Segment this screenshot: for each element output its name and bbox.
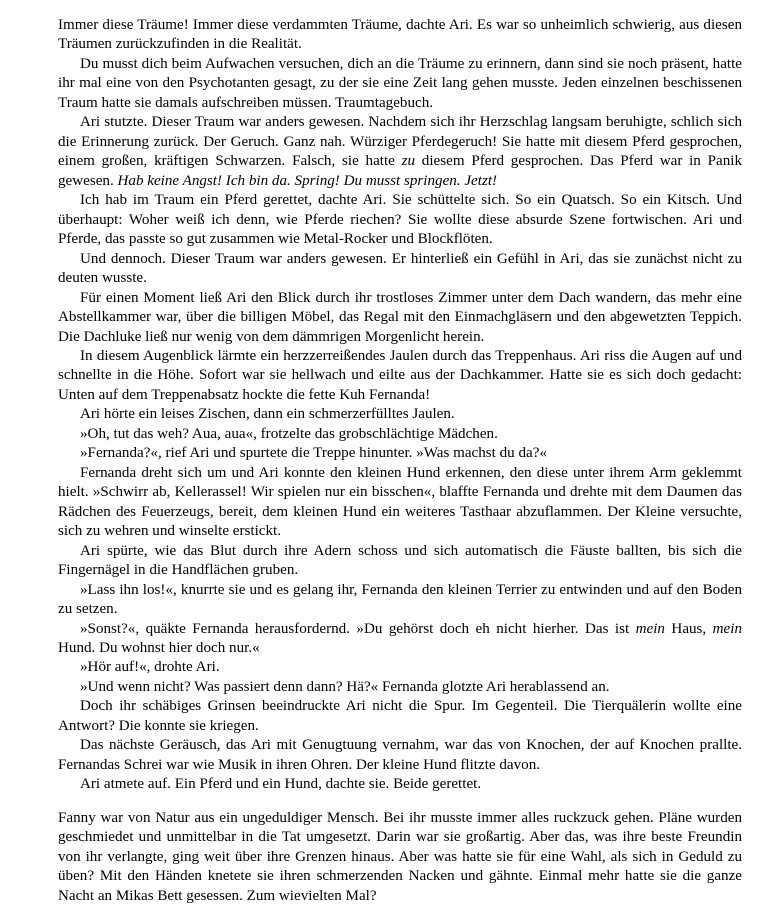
section-fanny	[58, 809, 742, 906]
text-run: Hund. Du wohnst hier doch nur.«	[58, 640, 260, 656]
text-run: Und dennoch. Dieser Traum war anders gewesen. Er hinterließ ein Gefühl in Ari, das sie zunächst nicht zu deuten wusste.	[58, 250, 742, 287]
text-run: In diesem Augenblick lärmte ein herzzerreißendes Jaulen durch das Treppenhaus. Ari riss die Augen auf und schnellte in die Höhe. Sofort war sie hellwach und eilte aus der Dachkammer. Hatte sie es sich doch gedacht: Unten auf dem Treppenabsatz hockte die fette Kuh Fernanda!	[58, 347, 742, 403]
paragraph	[58, 55, 742, 113]
paragraph	[58, 809, 742, 906]
text-run: Für einen Moment ließ Ari den Blick durch ihr trostloses Zimmer unter dem Dach wandern, das mehr eine Abstellkammer war, über die billigen Möbel, das Regal mit den Einmachgläsern und den abgewetzten Teppich. Die Dachluke ließ nur wenig von dem dämmrigen Morgenlicht herein.	[58, 289, 742, 345]
paragraph	[58, 444, 742, 463]
text-run: diesem Pferd gesprochen. Das Pferd war in Panik gewesen.	[58, 153, 742, 189]
paragraph	[58, 347, 742, 405]
text-run: Ari hörte ein leises Zischen, dann ein schmerzerfülltes Jaulen.	[80, 406, 455, 423]
paragraph	[58, 581, 742, 620]
text-run: »Lass ihn los!«, knurrte sie und es gelang ihr, Fernanda den kleinen Terrier zu entwinden und auf den Boden zu setzen.	[58, 581, 742, 618]
text-run: Fanny war von Natur aus ein ungeduldiger Mensch. Bei ihr musste immer alles ruckzuck gehen. Pläne wurden geschmiedet und unmittelbar in die Tat umgesetzt. Darin war sie großartig. Aber das, was ihre beste Freundin von ihr verlangte, ging weit über ihre Grenzen hinaus. Aber was hatte sie für eine Wahl, als sich in Geduld zu üben? Mit den Händen knetete sie ihren schmerzenden Nacken und gähnte. Einmal mehr hatte sie die ganze Nacht an Mikas Bett gesessen. Zum wievielten Mal?	[58, 809, 742, 904]
paragraph	[58, 697, 742, 736]
text-run: Ari spürte, wie das Blut durch ihre Adern schoss und sich automatisch die Fäuste ballten, bis sich die Fingernägel in die Handflächen gruben.	[58, 542, 742, 579]
emphasis-text: Hab keine Angst! Ich bin da. Spring! Du musst springen. Jetzt!	[117, 172, 498, 189]
paragraph	[58, 405, 742, 424]
text-run: Das nächste Geräusch, das Ari mit Genugtuung vernahm, war das von Knochen, der auf Knochen prallte. Fernandas Schrei war wie Musik in ihren Ohren. Der kleine Hund flitzte davon.	[58, 737, 742, 773]
paragraph	[58, 736, 742, 775]
paragraph	[58, 289, 742, 347]
paragraph	[58, 542, 742, 581]
text-run: »Sonst?«, quäkte Fernanda herausfordernd. »Du gehörst doch eh nicht hierher. Das ist	[80, 620, 636, 637]
text-run: Ich hab im Traum ein Pferd gerettet, dachte Ari. Sie schüttelte sich. So ein Quatsch. So ein Kitsch. Und überhaupt: Woher weiß ich denn, wie Pferde riechen? Sie wollte diese absurde Szene fortwischen. Ari und Pferde, das passte so gut zusammen wie Metal-Rocker und Blockflöten.	[58, 192, 742, 248]
paragraph	[58, 16, 742, 55]
text-run: »Oh, tut das weh? Aua, aua«, frotzelte das grobschlächtige Mädchen.	[80, 425, 498, 442]
text-run: Haus,	[664, 620, 713, 637]
text-run: Ari atmete auf. Ein Pferd und ein Hund, dachte sie. Beide gerettet.	[80, 776, 482, 793]
text-run: »Fernanda?«, rief Ari und spurtete die Treppe hinunter. »Was machst du da?«	[80, 445, 547, 462]
paragraph	[58, 250, 742, 289]
paragraph	[58, 191, 742, 249]
emphasis-text: mein	[635, 620, 665, 637]
text-run: »Und wenn nicht? Was passiert denn dann? Hä?« Fernanda glotzte Ari herablassend an.	[80, 678, 610, 695]
paragraph	[58, 464, 742, 542]
paragraph	[58, 425, 742, 444]
emphasis-text: zu	[401, 153, 416, 170]
text-run: Doch ihr schäbiges Grinsen beeindruckte Ari nicht die Spur. Im Gegenteil. Die Tierquälerin wollte eine Antwort? Die konnte sie kriegen.	[58, 698, 742, 734]
text-run: »Hör auf!«, drohte Ari.	[80, 659, 220, 676]
document-body	[58, 16, 742, 906]
paragraph	[58, 113, 742, 191]
section-ari	[58, 16, 742, 795]
paragraph	[58, 775, 742, 794]
text-run: Ari stutzte. Dieser Traum war anders gewesen. Nachdem sich ihr Herzschlag langsam beruhigte, schlich sich die Erinnerung zurück. Der Geruch. Ganz nah. Würziger Pferdegeruch! Sie hatte mit diesem Pferd gesprochen, einem großen, kräftigen Schwarzen. Falsch, sie hatte	[58, 114, 742, 170]
paragraph	[58, 620, 742, 659]
section-gap	[58, 795, 742, 809]
text-run: Fernanda dreht sich um und Ari konnte den kleinen Hund erkennen, den diese unter ihrem Arm geklemmt hielt. »Schwirr ab, Kellerassel! Wir spielen nur ein bisschen«, blaffte Fernanda und drehte mit dem Daumen das Rädchen des Feuerzeugs, bereit, dem kleinen Hund ein weiteres Tasthaar abzuflammen. Der Kleine versuchte, sich zu wehren und winselte erstickt.	[58, 464, 742, 540]
text-run: Du musst dich beim Aufwachen versuchen, dich an die Träume zu erinnern, dann sind sie noch präsent, hatte ihr mal eine von den Psychotanten gesagt, zu der sie eine Zeit lang gehen musste. Jeden einzelnen beschissenen Traum hatte sie damals aufschreiben müssen. Traumtagebuch.	[58, 55, 742, 111]
paragraph	[58, 658, 742, 677]
text-run: Immer diese Träume! Immer diese verdammten Träume, dachte Ari. Es war so unheimlich schwierig, aus diesen Träumen zurückzufinden in die Realität.	[58, 17, 742, 53]
emphasis-text: mein	[712, 620, 742, 637]
paragraph	[58, 678, 742, 697]
